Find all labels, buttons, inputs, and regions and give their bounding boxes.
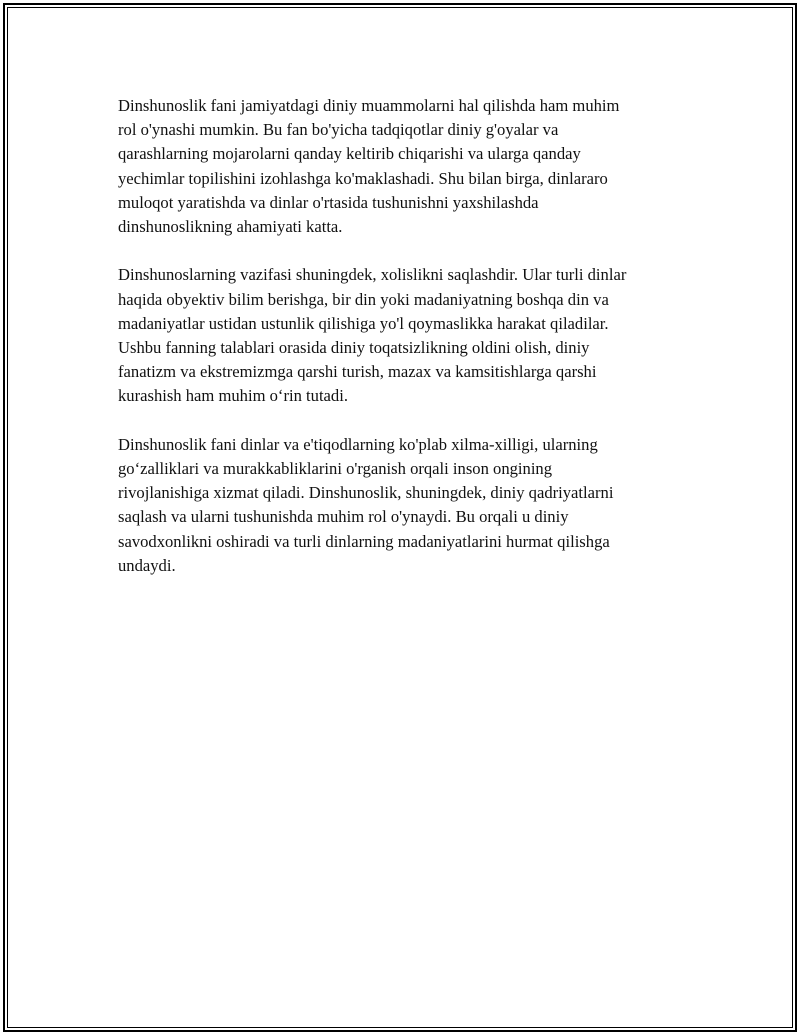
paragraph-3: Dinshunoslik fani dinlar va e'tiqodlarning ko'plab xilma-xilligi, ularning go‘zalliklari va murakkabliklarini o'rganish orqali inson ongining rivojlanishiga xizmat qiladi. Dinshunoslik, shuningdek, diniy qadriyatlarni saqlash va ularni tushunishda muhim rol o'ynaydi. Bu orqali u diniy savodxonlikni oshiradi va turli dinlarning madaniyatlarini hurmat qilishga undaydi. — [118, 434, 614, 575]
paragraph-1: Dinshunoslik fani jamiyatdagi diniy muammolarni hal qilishda ham muhim rol o'ynashi mumkin. Bu fan bo'yicha tadqiqotlar diniy g'oyalar va qarashlarning mojarolarni qanday keltirib chiqarishi va ularga qanday yechimlar topilishini izohlashga ko'maklashadi. Shu bilan birga, dinlararo muloqot yaratishda va dinlar o'rtasida tushunishni yaxshilashda dinshunoslikning ahamiyati katta. — [118, 96, 620, 237]
paragraph-2: Dinshunoslarning vazifasi shuningdek, xolislikni saqlashdir. Ular turli dinlar haqida obyektiv bilim berishga, bir din yoki madaniyatning boshqa din va madaniyatlar ustidan ustunlik qilishiga yo'l qoymaslikka harakat qiladilar. Ushbu fanning talablari orasida diniy toqatsizlikning oldini olish, diniy fanatizm va ekstremizmga qarshi turish, mazax va kamsitishlarga qarshi kurashish ham muhim o‘rin tutadi. — [118, 265, 627, 406]
document-body — [118, 94, 698, 602]
